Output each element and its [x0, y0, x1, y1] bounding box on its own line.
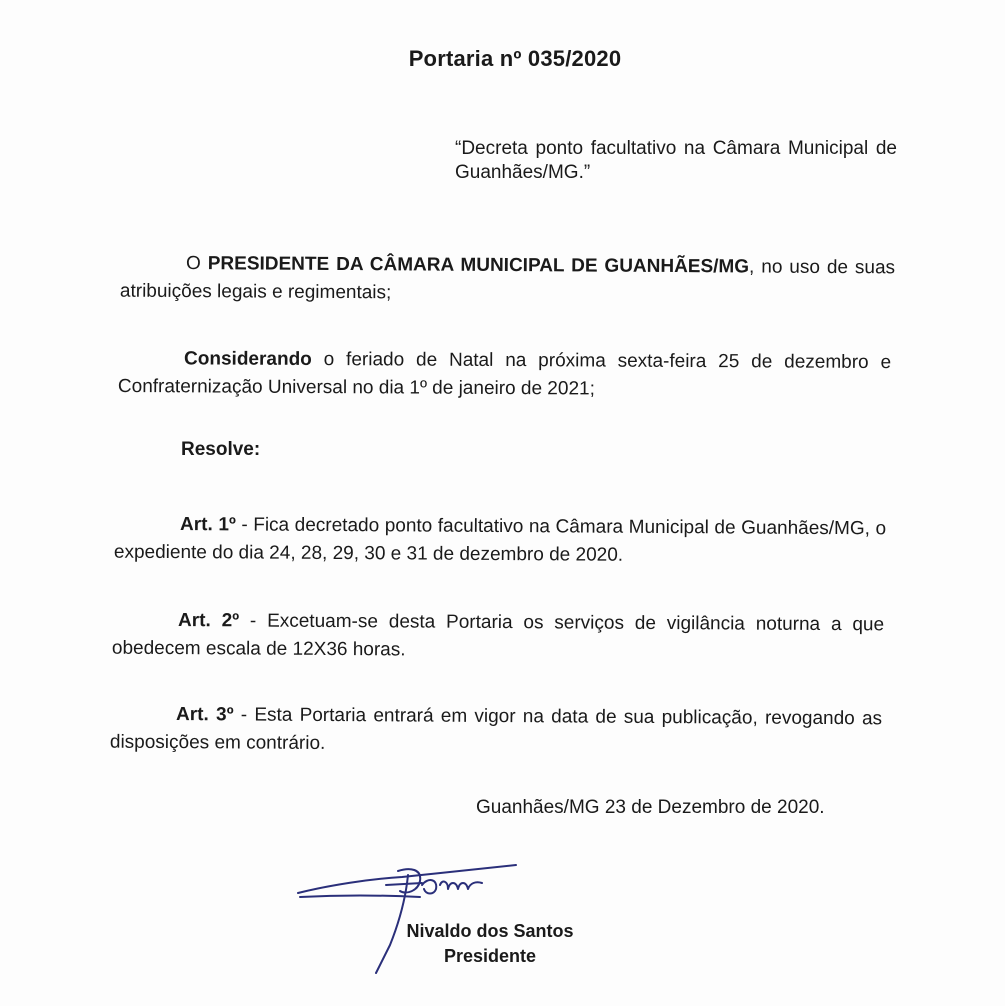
considerando-text: o feriado de Natal na próxima sexta-feira 25 de dezembro e Confraternização Universal no dia 1º de janeiro de 2021; [117, 348, 892, 400]
signatory-role: Presidente [443, 946, 537, 966]
article-2-text: - Excetuam-se desta Portaria os serviços de vigilância noturna a que obedecem escala de 12X36 horas. [111, 610, 885, 661]
considerando-label: Considerando [184, 348, 312, 370]
signatory-name: Nivaldo dos Santos [406, 921, 574, 941]
resolve-heading: Resolve: [181, 439, 261, 460]
preamble-paragraph [120, 250, 895, 311]
document-title: Portaria nº 035/2020 [408, 46, 622, 71]
preamble-prefix: O [186, 253, 208, 275]
preamble-authority: PRESIDENTE DA CÂMARA MUNICIPAL DE GUANHÃES/MG [207, 253, 750, 278]
considerando-paragraph [118, 345, 891, 405]
article-1 [114, 511, 886, 572]
preamble-suffix: , no uso de suas atribuições legais e regimentais; [119, 256, 896, 304]
ementa-text: “Decreta ponto facultativo na Câmara Municipal de Guanhães/MG.” [455, 138, 897, 183]
article-1-label: Art. 1º [180, 514, 236, 536]
article-1-text: - Fica decretado ponto facultativo na Câmara Municipal de Guanhães/MG, o expediente do dia 24, 28, 29, 30 e 31 de dezembro de 2020. [113, 514, 887, 566]
article-2 [112, 607, 884, 668]
article-2-label: Art. 2º [178, 610, 240, 632]
article-3 [110, 701, 882, 762]
place-date: Guanhães/MG 23 de Dezembro de 2020. [476, 797, 825, 818]
article-3-label: Art. 3º [176, 704, 234, 726]
article-3-text: - Esta Portaria entrará em vigor na data de sua publicação, revogando as disposições em contrário. [109, 704, 883, 754]
